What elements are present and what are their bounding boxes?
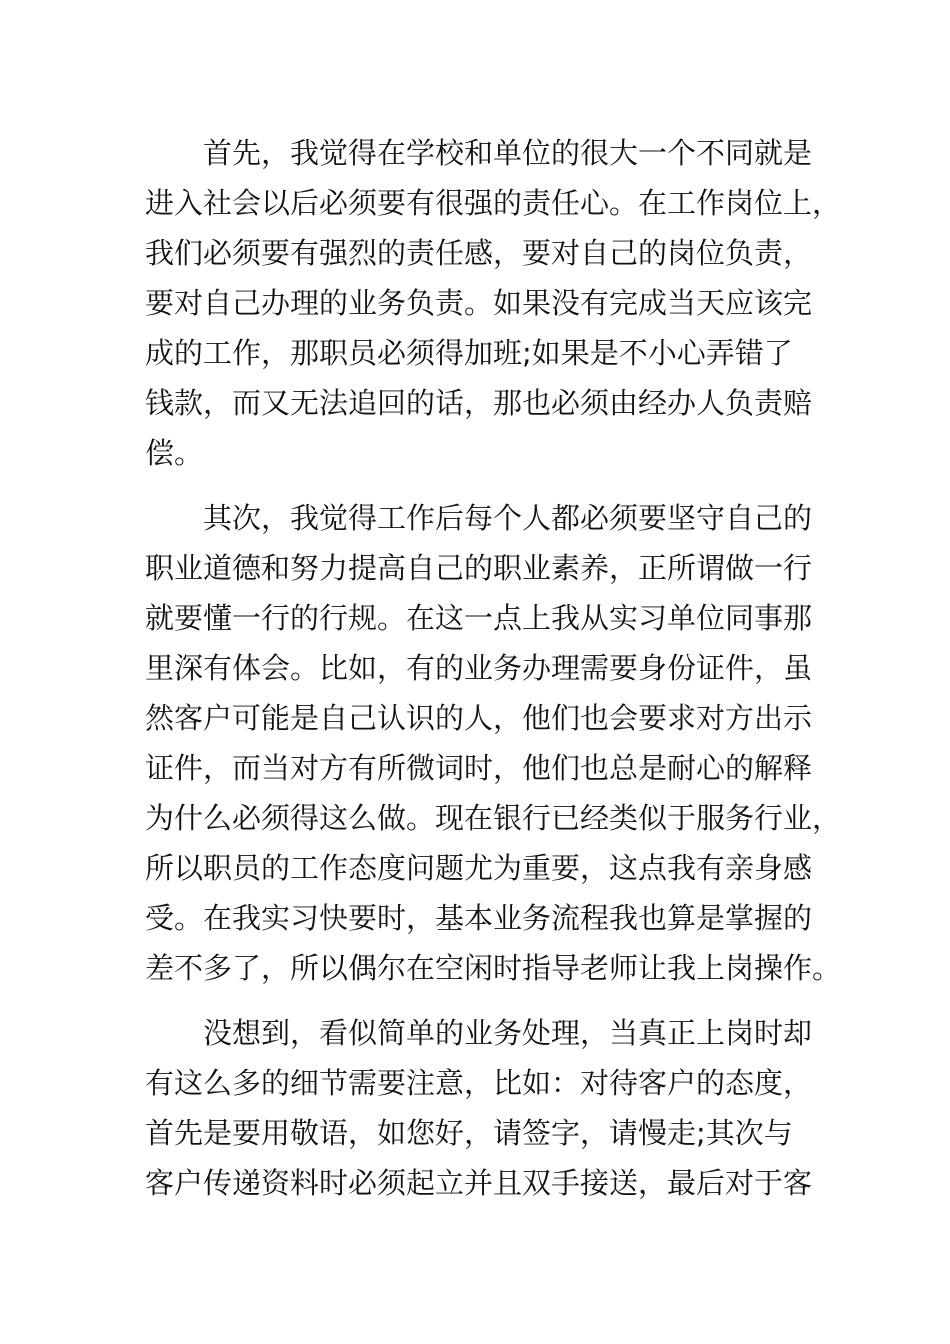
paragraph-line: 受。在我实习快要时，基本业务流程我也算是掌握的	[145, 901, 813, 935]
paragraph-line: 没想到，看似简单的业务处理，当真正上岗时却	[203, 1016, 813, 1050]
paragraph-line: 成的工作，那职员必须得加班;如果是不小心弄错了	[145, 336, 793, 370]
paragraph-line: 里深有体会。比如，有的业务办理需要身份证件，虽	[145, 651, 813, 685]
paragraph-line: 然客户可能是自己认识的人，他们也会要求对方出示	[145, 701, 813, 735]
paragraph-line: 客户传递资料时必须起立并且双手接送，最后对于客	[145, 1166, 813, 1200]
paragraph-line: 其次，我觉得工作后每个人都必须要坚守自己的	[203, 501, 813, 535]
paragraph-line: 要对自己办理的业务负责。如果没有完成当天应该完	[145, 286, 813, 320]
paragraph-1	[145, 128, 842, 478]
document-body	[145, 128, 842, 1208]
paragraph-line: 所以职员的工作态度问题尤为重要，这点我有亲身感	[145, 851, 813, 885]
paragraph-line: 我们必须要有强烈的责任感，要对自己的岗位负责，	[145, 236, 813, 270]
paragraph-line: 就要懂一行的行规。在这一点上我从实习单位同事那	[145, 601, 813, 635]
paragraph-line: 钱款，而又无法追回的话，那也必须由经办人负责赔	[145, 386, 813, 420]
paragraph-line: 证件，而当对方有所微词时，他们也总是耐心的解释	[145, 751, 813, 785]
paragraph-line: 首先是要用敬语，如您好，请签字，请慢走;其次与	[145, 1116, 793, 1150]
paragraph-line: 差不多了，所以偶尔在空闲时指导老师让我上岗操作。	[145, 951, 842, 985]
paragraph-line: 首先，我觉得在学校和单位的很大一个不同就是	[203, 136, 813, 170]
paragraph-line: 进入社会以后必须要有很强的责任心。在工作岗位上，	[145, 186, 842, 220]
paragraph-line: 有这么多的细节需要注意，比如：对待客户的态度，	[145, 1066, 813, 1100]
paragraph-3	[145, 1008, 817, 1208]
paragraph-line: 偿。	[145, 436, 204, 470]
paragraph-2	[145, 493, 842, 993]
paragraph-line: 为什么必须得这么做。现在银行已经类似于服务行业，	[145, 801, 842, 835]
paragraph-line: 职业道德和努力提高自己的职业素养，正所谓做一行	[145, 551, 813, 585]
